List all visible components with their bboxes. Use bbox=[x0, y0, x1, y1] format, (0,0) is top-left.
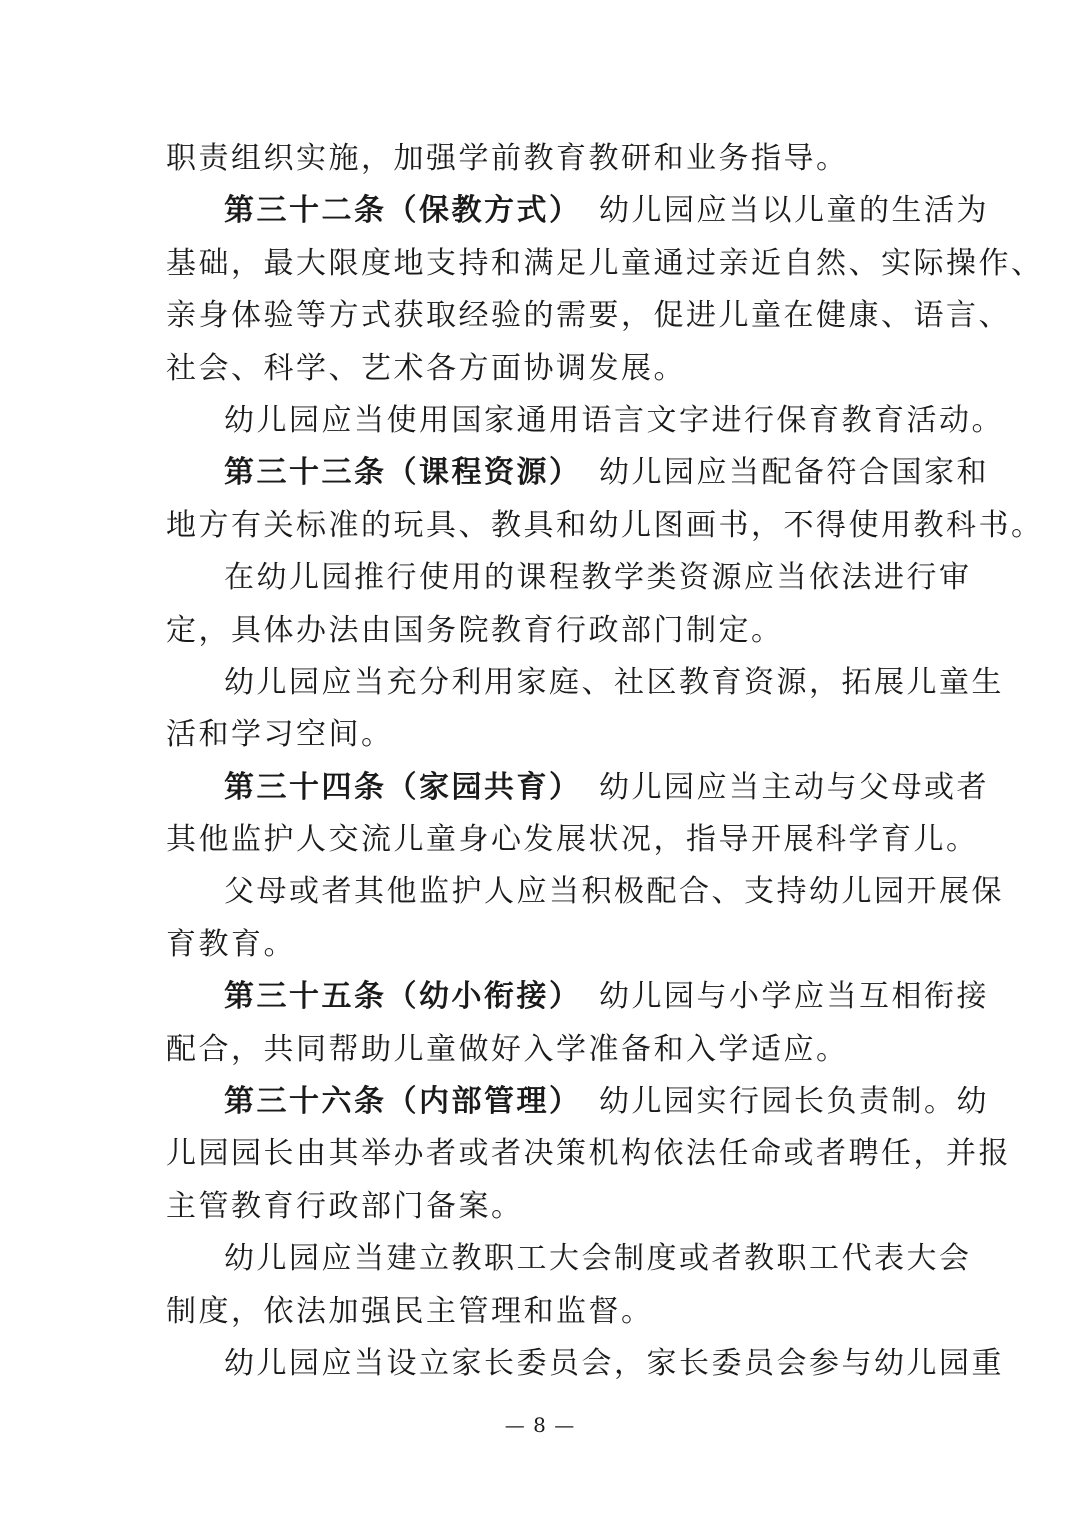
article-heading: 第三十二条（保教方式） bbox=[224, 193, 567, 229]
article-line bbox=[166, 971, 989, 1023]
continuation-line: 儿园园长由其举办者或者决策机构依法任命或者聘任，并报 bbox=[166, 1136, 1011, 1172]
continuation-line: 亲身体验等方式获取经验的需要，促进儿童在健康、语言、 bbox=[166, 298, 1011, 334]
continuation-line: 活和学习空间。 bbox=[166, 717, 394, 753]
paragraph-line: 幼儿园应当充分利用家庭、社区教育资源，拓展儿童生 bbox=[224, 664, 1004, 700]
article-line bbox=[166, 762, 989, 814]
continuation-line: 主管教育行政部门备案。 bbox=[166, 1188, 524, 1224]
paragraph-line: 幼儿园应当设立家长委员会，家长委员会参与幼儿园重 bbox=[224, 1345, 1004, 1381]
article-text: 幼儿园实行园长负责制。幼 bbox=[599, 1084, 989, 1120]
continuation-line: 育教育。 bbox=[166, 926, 296, 962]
article-line bbox=[166, 185, 989, 237]
paragraph-line: 幼儿园应当建立教职工大会制度或者教职工代表大会 bbox=[224, 1241, 972, 1277]
continuation-line: 地方有关标准的玩具、教具和幼儿图画书，不得使用教科书。 bbox=[166, 507, 1044, 543]
article-text: 幼儿园应当主动与父母或者 bbox=[599, 769, 989, 805]
continuation-line: 其他监护人交流儿童身心发展状况，指导开展科学育儿。 bbox=[166, 822, 979, 858]
page-number: — 8 — bbox=[504, 1413, 576, 1437]
article-heading: 第三十三条（课程资源） bbox=[224, 455, 567, 491]
article-heading: 第三十四条（家园共育） bbox=[224, 769, 567, 805]
continuation-line: 职责组织实施，加强学前教育教研和业务指导。 bbox=[166, 141, 849, 176]
article-text: 幼儿园应当配备符合国家和 bbox=[599, 455, 989, 491]
paragraph-line: 父母或者其他监护人应当积极配合、支持幼儿园开展保 bbox=[224, 874, 1004, 910]
article-line bbox=[166, 1076, 989, 1128]
continuation-line: 基础，最大限度地支持和满足儿童通过亲近自然、实际操作、 bbox=[166, 245, 1044, 281]
article-text: 幼儿园与小学应当互相衔接 bbox=[599, 979, 989, 1015]
article-text: 幼儿园应当以儿童的生活为 bbox=[599, 193, 989, 229]
continuation-line: 配合，共同帮助儿童做好入学准备和入学适应。 bbox=[166, 1031, 849, 1067]
article-heading: 第三十六条（内部管理） bbox=[224, 1084, 567, 1120]
article-heading: 第三十五条（幼小衔接） bbox=[224, 979, 567, 1015]
continuation-line: 定，具体办法由国务院教育行政部门制定。 bbox=[166, 612, 784, 648]
paragraph-line: 在幼儿园推行使用的课程教学类资源应当依法进行审 bbox=[224, 560, 972, 596]
body-text bbox=[166, 133, 1044, 1390]
continuation-line: 制度，依法加强民主管理和监督。 bbox=[166, 1293, 654, 1329]
continuation-line: 社会、科学、艺术各方面协调发展。 bbox=[166, 350, 686, 386]
paragraph-line: 幼儿园应当使用国家通用语言文字进行保育教育活动。 bbox=[224, 402, 1004, 438]
article-line bbox=[166, 447, 989, 499]
